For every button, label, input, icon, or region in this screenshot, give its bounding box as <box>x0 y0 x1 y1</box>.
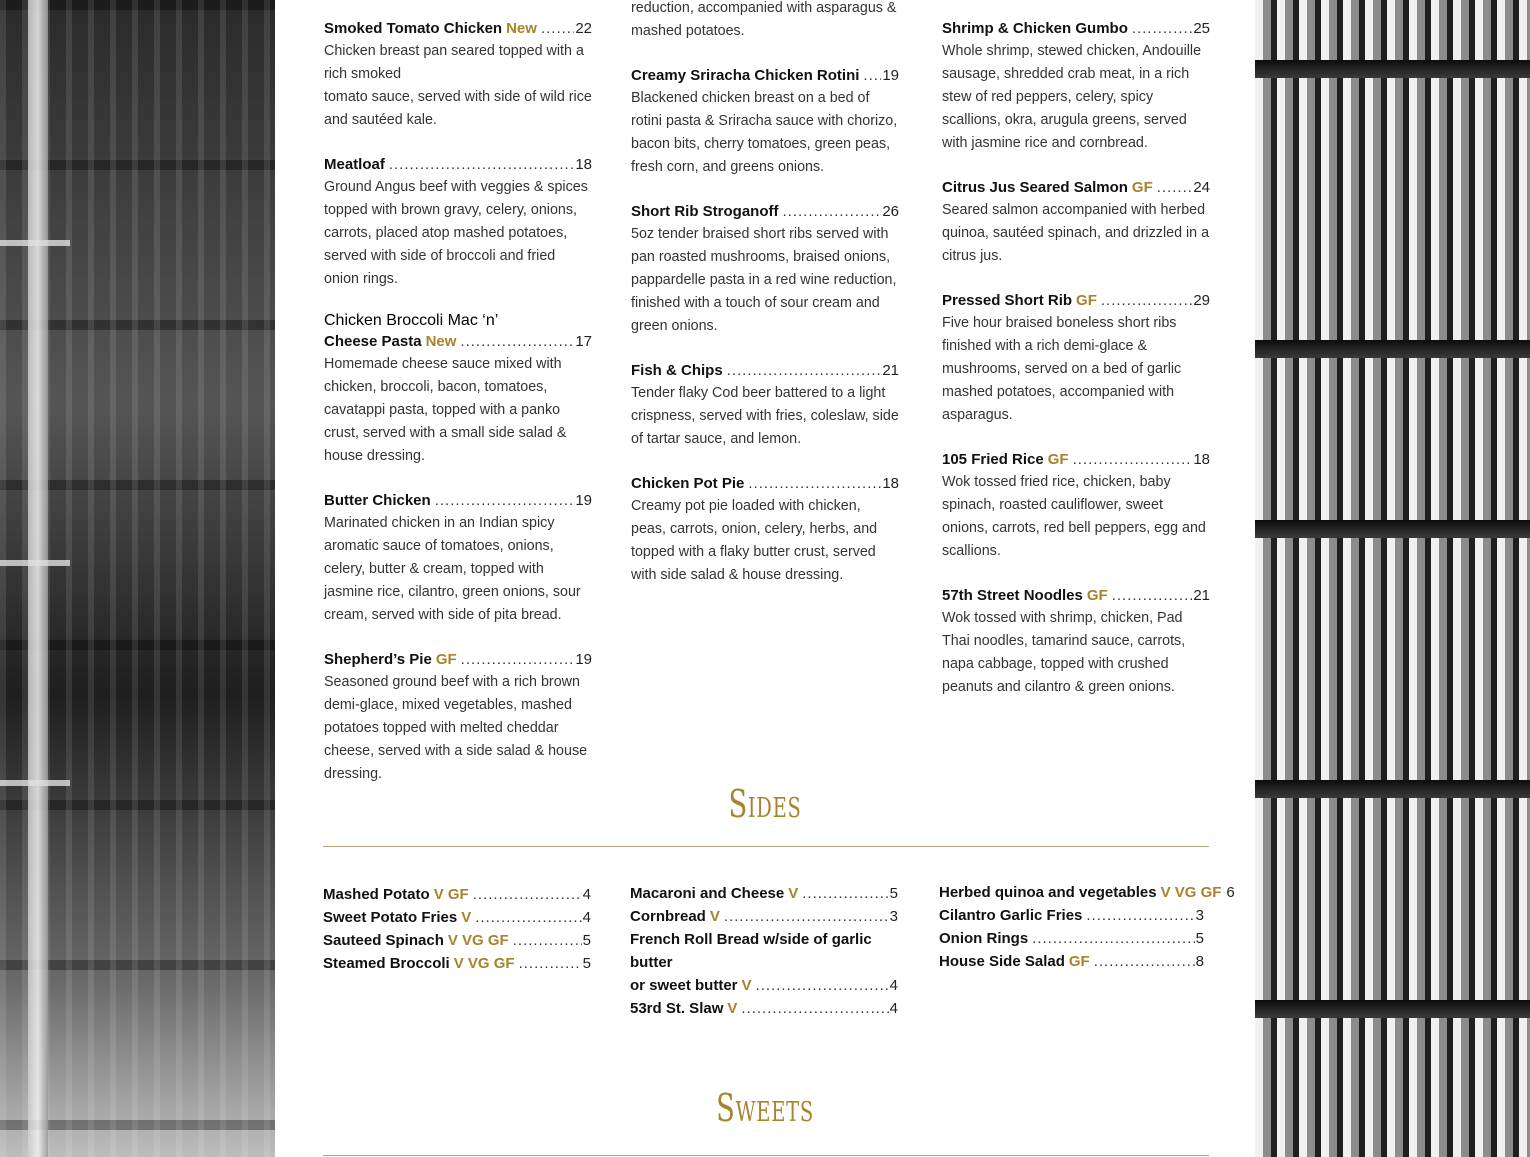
dietary-tag: V <box>788 885 799 902</box>
menu-item-title-row <box>324 17 592 40</box>
dietary-tag: New <box>425 333 457 350</box>
dot-leader <box>748 472 881 495</box>
sides-column-3 <box>939 881 1235 973</box>
dot-leader <box>782 200 881 223</box>
side-item-name: Onion Rings <box>939 930 1029 947</box>
side-item-name: House Side Salad <box>939 953 1065 970</box>
side-item-name: or sweet butter <box>630 977 738 994</box>
menu-item-name: Meatloaf <box>324 156 385 173</box>
menu-item-price: 18 <box>1193 451 1210 468</box>
menu-item-price: 29 <box>1193 292 1210 309</box>
menu-item-name: Chicken Pot Pie <box>631 475 745 492</box>
menu-item-price: 21 <box>882 362 899 379</box>
sides-column-1 <box>323 883 591 975</box>
dot-leader <box>1094 950 1195 973</box>
menu-item <box>324 648 592 786</box>
menu-item-price: 19 <box>575 492 592 509</box>
menu-item <box>324 153 592 291</box>
dot-leader <box>741 997 888 1020</box>
background-photo-right <box>1255 0 1530 1157</box>
dot-leader <box>1132 17 1192 40</box>
side-item-price: 5 <box>1195 930 1204 947</box>
steel-beam <box>28 0 48 1157</box>
menu-item-name-line: Chicken Broccoli Mac ‘n’ <box>324 312 499 329</box>
side-item-price: 4 <box>582 886 591 903</box>
menu-item-name: Pressed Short Rib <box>942 292 1073 309</box>
dot-leader <box>724 905 889 928</box>
menu-item <box>942 289 1210 427</box>
side-item-price: 5 <box>889 885 898 902</box>
menu-item-description: Seasoned ground beef with a rich brown demi-glace, mixed vegetables, mashed potatoes topped with melted cheddar cheese, served with a side salad & house dressing. <box>324 674 588 782</box>
menu-item-title-row <box>942 289 1210 312</box>
side-item-name: Herbed quinoa and vegetables <box>939 884 1157 901</box>
menu-item-title-row <box>324 648 592 671</box>
dietary-tag: GF <box>1131 179 1153 196</box>
menu-item-description: Wok tossed fried rice, chicken, baby spinach, roasted cauliflower, sweet onions, carrots, red bell peppers, egg and scallions. <box>942 474 1206 559</box>
side-item <box>939 881 1235 904</box>
side-item <box>939 904 1204 927</box>
dot-leader <box>513 929 582 952</box>
dietary-tag: V VG GF <box>453 955 515 972</box>
side-item-price: 4 <box>582 909 591 926</box>
side-item <box>323 952 591 975</box>
dot-leader <box>802 882 888 905</box>
side-item-name: Sauteed Spinach <box>323 932 444 949</box>
dot-leader <box>461 648 575 671</box>
side-item-price: 3 <box>889 908 898 925</box>
menu-item-description: Five hour braised boneless short ribs finished with a rich demi-glace & mushrooms, served on a bed of garlic mashed potatoes, accompanied with asparagus. <box>942 315 1182 423</box>
dietary-tag: GF <box>1047 451 1069 468</box>
menu-item-description: Homemade cheese sauce mixed with chicken, broccoli, bacon, tomatoes, cavatappi pasta, topped with a panko <box>324 356 562 418</box>
menu-item-description: tomato sauce, served with side of wild rice and sautéed kale. <box>324 89 592 128</box>
side-item <box>630 905 898 928</box>
side-item <box>323 883 591 906</box>
menu-item-price: 19 <box>882 67 899 84</box>
menu-item <box>631 64 899 179</box>
menu-item-price: 18 <box>882 475 899 492</box>
menu-item-description: Wok tossed with shrimp, chicken, Pad Thai noodles, tamarind sauce, carrots, napa cabbage, topped with crushed peanuts and cilantro & green onions. <box>942 610 1186 695</box>
entrees-column-2 <box>631 0 899 608</box>
dot-leader <box>541 17 574 40</box>
menu-item-title-row <box>631 64 899 87</box>
dot-leader <box>473 883 582 906</box>
menu-item-title-row <box>631 200 899 223</box>
side-item-name: Mashed Potato <box>323 886 430 903</box>
menu-item-name: 57th Street Noodles <box>942 587 1083 604</box>
entrees-column-3 <box>942 17 1210 720</box>
menu-item-title-row <box>631 472 899 495</box>
menu-item-name: Fish & Chips <box>631 362 723 379</box>
continued-description: reduction, accompanied with asparagus & mashed potatoes. <box>631 0 897 39</box>
dietary-tag: V <box>727 1000 738 1017</box>
menu-item-description: Blackened chicken breast on a bed of rotini pasta & Sriracha sauce with chorizo, bacon bits, cherry tomatoes, green peas, fresh corn, and greens onions. <box>631 90 898 175</box>
menu-item-price: 26 <box>882 203 899 220</box>
sweets-heading: Sweets <box>716 1086 814 1130</box>
menu-item-price: 25 <box>1193 20 1210 37</box>
side-item-price: 4 <box>889 977 898 994</box>
menu-item-name: Shrimp & Chicken Gumbo <box>942 20 1128 37</box>
menu-item-description: Whole shrimp, stewed chicken, Andouille sausage, shredded crab meat, in a rich stew of red peppers, celery, spicy scallions, okra, arugula greens, served with jasmine rice and cornbread. <box>942 43 1202 151</box>
menu-item-name: 105 Fried Rice <box>942 451 1044 468</box>
dot-leader <box>460 330 574 353</box>
side-item-price: 4 <box>889 1000 898 1017</box>
menu-item-name: Creamy Sriracha Chicken Rotini <box>631 67 860 84</box>
side-item-price: 6 <box>1226 884 1235 901</box>
menu-item-price: 24 <box>1193 179 1210 196</box>
menu-item-description: Seared salmon accompanied with herbed quinoa, sautéed spinach, and drizzled in a citrus jus. <box>942 202 1210 264</box>
dietary-tag: New <box>506 20 537 37</box>
sides-divider <box>323 846 1209 847</box>
dietary-tag: GF <box>1086 587 1108 604</box>
side-item-price: 8 <box>1195 953 1204 970</box>
menu-item-price: 22 <box>575 20 592 37</box>
menu-item-title-row <box>942 176 1210 199</box>
dot-leader <box>1086 904 1194 927</box>
menu-item-description: Chicken breast pan seared topped with a rich smoked <box>324 43 584 82</box>
entrees-column-1 <box>324 17 592 807</box>
side-item-price: 5 <box>582 932 591 949</box>
side-item <box>630 882 898 905</box>
menu-item-title-row <box>942 17 1210 40</box>
menu-item-name: Shepherd’s Pie <box>324 651 432 668</box>
steel-brace <box>0 240 70 246</box>
menu-item-title-row <box>631 359 899 382</box>
dot-leader <box>435 489 575 512</box>
dietary-tag: V <box>741 977 752 994</box>
menu-item-description: Tender flaky Cod beer battered to a light crispness, served with fries, coleslaw, side of tartar sauce, and lemon. <box>631 385 899 447</box>
dot-leader <box>1073 448 1193 471</box>
dot-leader <box>389 153 574 176</box>
menu-item-description: jasmine rice, cilantro, green onions, sour cream, served with side of pita bread. <box>324 584 581 623</box>
menu-item <box>324 312 592 468</box>
side-item-name: Sweet Potato Fries <box>323 909 458 926</box>
menu-item <box>631 359 899 451</box>
side-item-name: Macaroni and Cheese <box>630 885 785 902</box>
menu-item <box>324 17 592 132</box>
dietary-tag: V <box>709 908 720 925</box>
menu-item-description: Ground Angus beef with veggies & spices topped with brown gravy, celery, onions, carrots, placed atop mashed potatoes, served with side of broccoli and fried onion rings. <box>324 179 588 287</box>
dot-leader <box>1032 927 1194 950</box>
menu-item-description: Creamy pot pie loaded with chicken, peas, carrots, onion, celery, herbs, and topped with a flaky butter crust, served with side salad & house dressing. <box>631 498 878 583</box>
menu-item-description: 5oz tender braised short ribs served with pan roasted mushrooms, braised onions, pappardelle pasta in a red wine reduction, finished with a touch of sour cream and green onions. <box>631 226 897 334</box>
menu-item-name: Citrus Jus Seared Salmon <box>942 179 1128 196</box>
menu-item <box>942 584 1210 699</box>
menu-item-price: 18 <box>575 156 592 173</box>
dietary-tag: GF <box>1068 953 1090 970</box>
dot-leader <box>1112 584 1193 607</box>
dietary-tag: V <box>461 909 472 926</box>
side-item-name: Cilantro Garlic Fries <box>939 907 1083 924</box>
menu-item <box>324 489 592 627</box>
menu-item-title-row <box>942 584 1210 607</box>
menu-item <box>942 17 1210 155</box>
shelf <box>1255 1000 1530 1018</box>
menu-item-name: Butter Chicken <box>324 492 431 509</box>
side-item-name: 53rd St. Slaw <box>630 1000 724 1017</box>
dot-leader <box>756 974 889 997</box>
dietary-tag: V VG GF <box>447 932 509 949</box>
menu-page <box>275 0 1255 1157</box>
dietary-tag: V GF <box>433 886 469 903</box>
menu-item-name: Smoked Tomato Chicken <box>324 20 503 37</box>
side-item-price: 5 <box>582 955 591 972</box>
entrees-column-2-items <box>631 64 899 587</box>
side-item <box>630 997 898 1020</box>
dietary-tag: GF <box>1076 292 1097 309</box>
shelf <box>1255 520 1530 538</box>
menu-item <box>631 200 899 338</box>
shelf <box>1255 340 1530 358</box>
dietary-tag: V VG GF <box>1160 884 1222 901</box>
side-item <box>630 974 898 997</box>
shelf <box>1255 780 1530 798</box>
side-item <box>939 927 1204 950</box>
side-item-price: 3 <box>1195 907 1204 924</box>
sides-column-2 <box>630 882 898 1020</box>
menu-item-price: 17 <box>575 333 592 350</box>
menu-item-title-row <box>324 489 592 512</box>
dot-leader <box>1157 176 1193 199</box>
menu-item-name: Short Rib Stroganoff <box>631 203 779 220</box>
side-item <box>323 906 591 929</box>
menu-item-title-row <box>324 153 592 176</box>
dot-leader <box>727 359 882 382</box>
menu-item-name: Cheese Pasta <box>324 333 422 350</box>
steel-brace <box>0 560 70 566</box>
dot-leader <box>519 952 582 975</box>
side-item <box>323 929 591 952</box>
menu-item-price: 19 <box>575 651 592 668</box>
sides-heading: Sides <box>728 782 802 826</box>
side-item-name: Steamed Broccoli <box>323 955 450 972</box>
side-item-name-line: French Roll Bread w/side of garlic butter <box>630 931 872 971</box>
dot-leader <box>1101 289 1192 312</box>
menu-item-price: 21 <box>1193 587 1210 604</box>
background-photo-left <box>0 0 275 1157</box>
side-item <box>939 950 1204 973</box>
dot-leader <box>475 906 581 929</box>
menu-item-title-row <box>324 330 592 353</box>
menu-item <box>942 176 1210 268</box>
sweets-divider <box>323 1155 1209 1156</box>
menu-item <box>631 472 899 587</box>
dot-leader <box>863 64 881 87</box>
side-item-name: Cornbread <box>630 908 706 925</box>
dietary-tag: GF <box>435 651 457 668</box>
shelf <box>1255 60 1530 78</box>
menu-item <box>942 448 1210 563</box>
menu-item-description: crust, served with a small side salad & house dressing. <box>324 425 567 464</box>
menu-item-title-row <box>942 448 1210 471</box>
menu-item-description: Marinated chicken in an Indian spicy aromatic sauce of tomatoes, onions, celery, butter & cream, topped with <box>324 515 555 577</box>
steel-brace <box>0 780 70 786</box>
